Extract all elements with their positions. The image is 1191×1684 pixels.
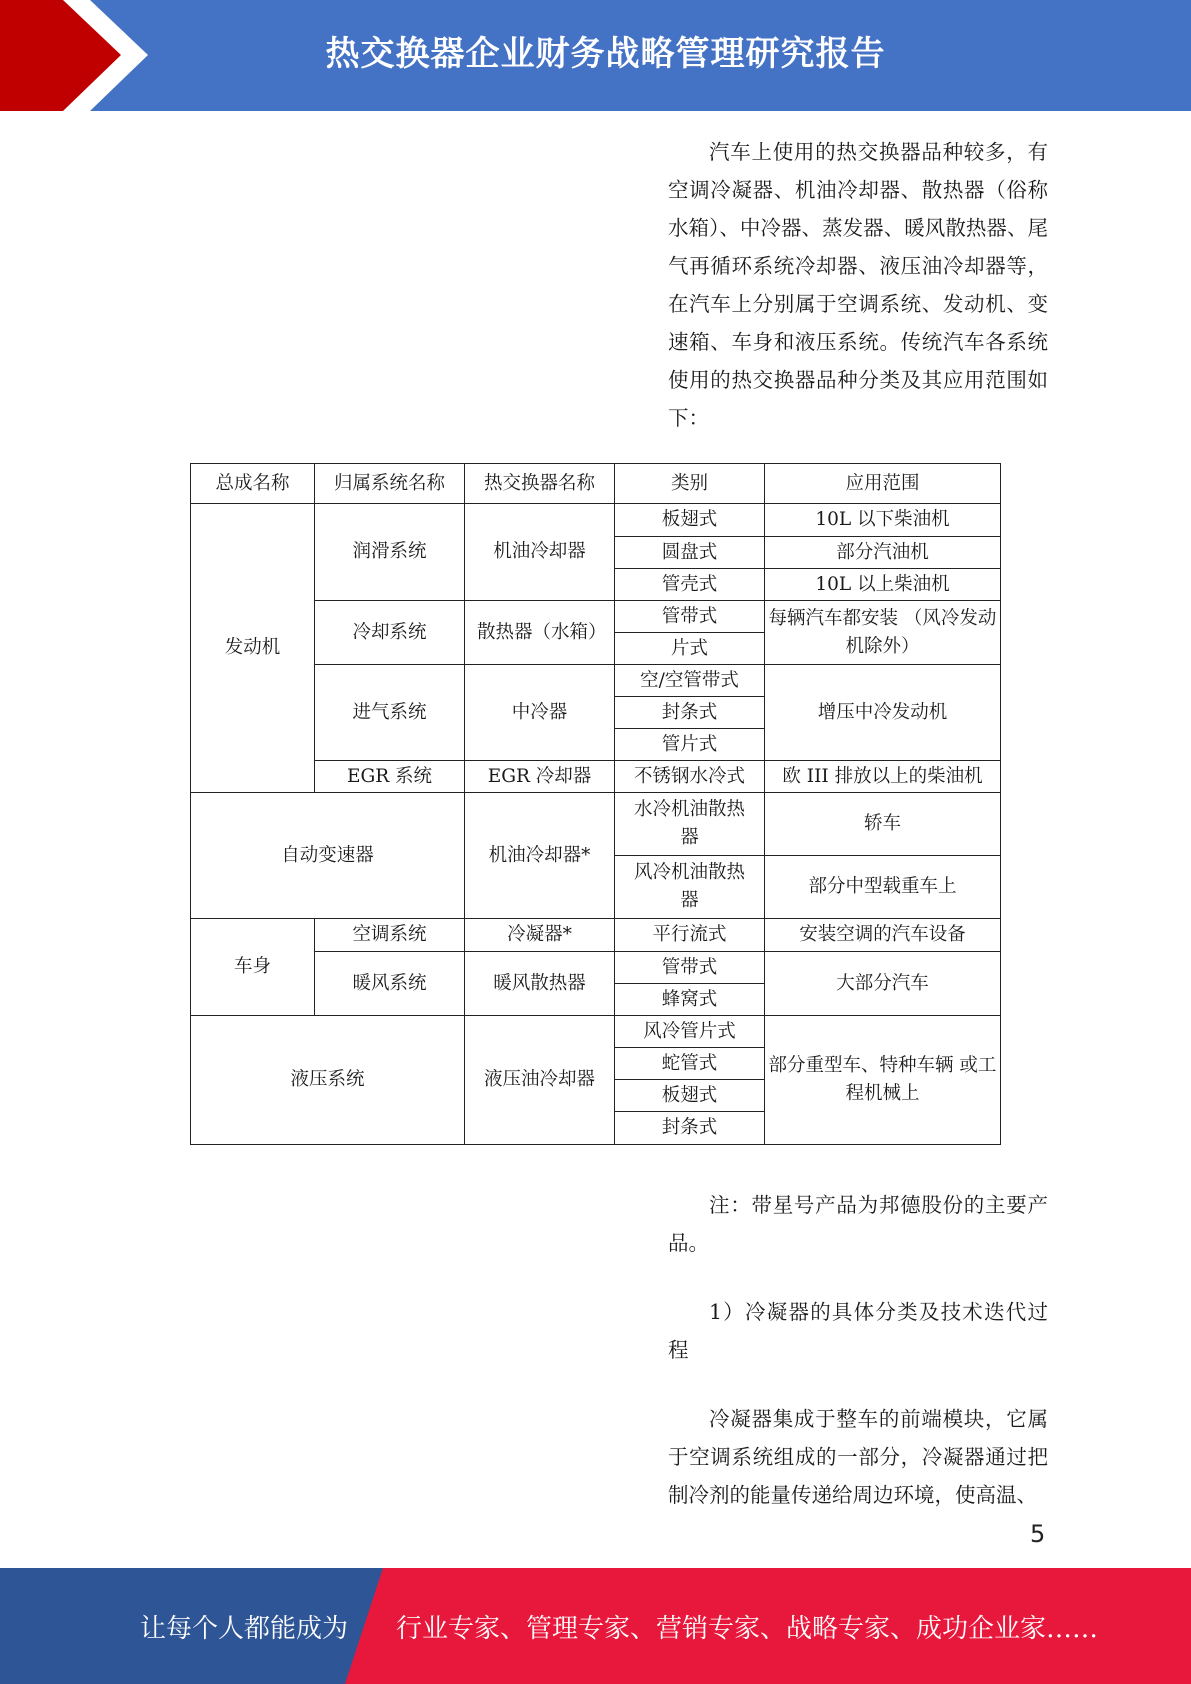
type-cell: 水冷机油散热器: [615, 793, 765, 856]
application-cell: 增压中冷发动机: [765, 665, 1001, 761]
type-cell: 管带式: [615, 601, 765, 633]
table-header-row: [191, 464, 1001, 504]
application-cell: 大部分汽车: [765, 952, 1001, 1016]
application-cell: 每辆汽车都安装 （风冷发动机除外）: [765, 601, 1001, 665]
table-header-cell: 归属系统名称: [315, 464, 465, 504]
page-number: 5: [1030, 1520, 1046, 1548]
footer-banner: [0, 1568, 1191, 1684]
application-cell: 轿车: [765, 793, 1001, 856]
exchanger-cell: 液压油冷却器: [465, 1016, 615, 1145]
exchanger-cell: 冷凝器*: [465, 919, 615, 952]
exchanger-cell: 机油冷却器*: [465, 793, 615, 919]
exchanger-cell: 机油冷却器: [465, 504, 615, 601]
type-cell: 空/空管带式: [615, 665, 765, 697]
exchanger-cell: EGR 冷却器: [465, 761, 615, 793]
application-cell: 部分重型车、特种车辆 或工程机械上: [765, 1016, 1001, 1145]
type-cell: 风冷管片式: [615, 1016, 765, 1048]
assembly-cell: 发动机: [191, 504, 315, 793]
type-cell: 蜂窝式: [615, 984, 765, 1016]
type-cell: 平行流式: [615, 919, 765, 952]
type-cell: 管带式: [615, 952, 765, 984]
application-cell: 10L 以上柴油机: [765, 569, 1001, 601]
table-header-cell: 应用范围: [765, 464, 1001, 504]
system-cell: 进气系统: [315, 665, 465, 761]
application-cell: 部分汽油机: [765, 537, 1001, 569]
type-cell: 片式: [615, 633, 765, 665]
footer-slogan-left: 让每个人都能成为: [140, 1614, 349, 1644]
section-heading: 1）冷凝器的具体分类及技术迭代过程: [668, 1300, 1048, 1362]
system-cell: 冷却系统: [315, 601, 465, 665]
condenser-paragraph: 冷凝器集成于整车的前端模块，它属于空调系统组成的一部分，冷凝器通过把制冷剂的能量传递给周边环境，使高温、: [668, 1407, 1048, 1507]
assembly-cell: 车身: [191, 919, 315, 1016]
table-header-cell: 类别: [615, 464, 765, 504]
table-row: [191, 793, 1001, 856]
type-cell: 封条式: [615, 697, 765, 729]
exchanger-cell: 中冷器: [465, 665, 615, 761]
assembly-cell: 液压系统: [191, 1016, 465, 1145]
application-cell: 10L 以下柴油机: [765, 504, 1001, 537]
table-row: [191, 919, 1001, 952]
heat-exchanger-table: [190, 463, 1001, 1145]
assembly-cell: 自动变速器: [191, 793, 465, 919]
type-cell: 板翅式: [615, 504, 765, 537]
footer-slogan-right: 行业专家、管理专家、营销专家、战略专家、成功企业家……: [396, 1614, 1099, 1644]
header-bar: [0, 0, 1191, 111]
exchanger-cell: 散热器（水箱）: [465, 601, 615, 665]
system-cell: 空调系统: [315, 919, 465, 952]
type-cell: 管片式: [615, 729, 765, 761]
type-cell: 封条式: [615, 1112, 765, 1145]
table-row: [191, 1016, 1001, 1048]
type-cell: 板翅式: [615, 1080, 765, 1112]
table-header-cell: 总成名称: [191, 464, 315, 504]
exchanger-cell: 暖风散热器: [465, 952, 615, 1016]
system-cell: EGR 系统: [315, 761, 465, 793]
type-cell: 蛇管式: [615, 1048, 765, 1080]
application-cell: 部分中型载重车上: [765, 856, 1001, 919]
intro-paragraph: 汽车上使用的热交换器品种较多，有空调冷凝器、机油冷却器、散热器（俗称水箱）、中冷器、蒸发器、暖风散热器、尾气再循环系统冷却器、液压油冷却器等，在汽车上分别属于空调系统、发动机、变速箱、车身和液压系统。传统汽车各系统使用的热交换器品种分类及其应用范围如下：: [668, 140, 1048, 430]
table-row: [191, 504, 1001, 537]
application-cell: 欧 III 排放以上的柴油机: [765, 761, 1001, 793]
system-cell: 暖风系统: [315, 952, 465, 1016]
table-header-cell: 热交换器名称: [465, 464, 615, 504]
type-cell: 不锈钢水冷式: [615, 761, 765, 793]
system-cell: 润滑系统: [315, 504, 465, 601]
type-cell: 风冷机油散热器: [615, 856, 765, 919]
application-cell: 安装空调的汽车设备: [765, 919, 1001, 952]
type-cell: 圆盘式: [615, 537, 765, 569]
note-paragraph: 注：带星号产品为邦德股份的主要产品。: [668, 1193, 1048, 1255]
report-title: 热交换器企业财务战略管理研究报告: [325, 34, 886, 74]
type-cell: 管壳式: [615, 569, 765, 601]
